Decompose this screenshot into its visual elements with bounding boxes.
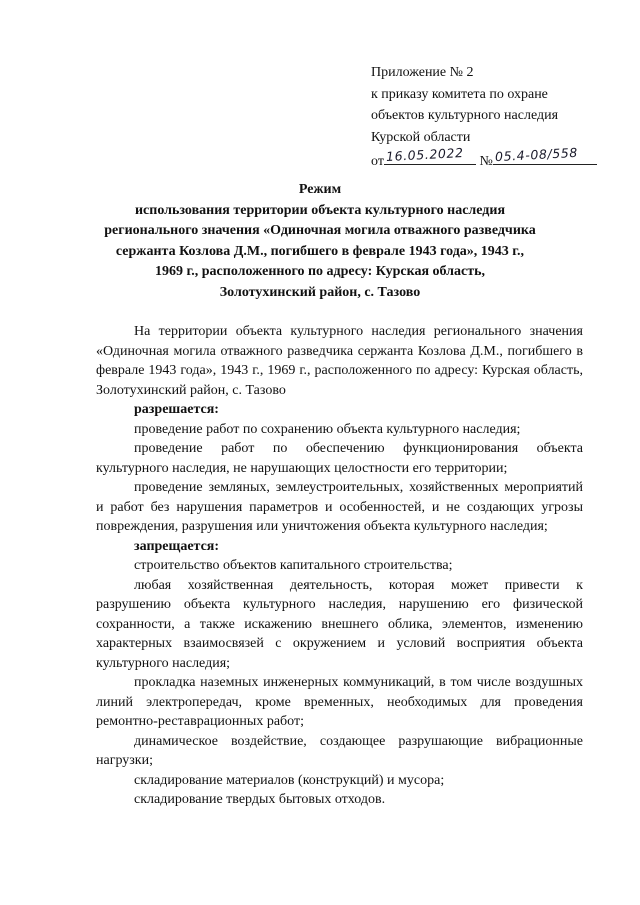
prohibited-item: складирование материалов (конструкций) и мусора; bbox=[134, 772, 445, 788]
order-date-handwritten: 16.05.2022 bbox=[385, 144, 464, 164]
title-line: сержанта Козлова Д.М., погибшего в феврале 1943 года», 1943 г., bbox=[115, 243, 525, 259]
number-label: № bbox=[479, 154, 493, 169]
appendix-order-line: к приказу комитета по охране bbox=[371, 86, 548, 102]
allowed-label: разрешается: bbox=[134, 402, 219, 417]
title-line: регионального значения «Одиночная могила отважного разведчика bbox=[104, 223, 536, 238]
prohibited-item: складирование твердых бытовых отходов. bbox=[134, 792, 386, 807]
order-date-field bbox=[384, 144, 476, 165]
prohibited-label: запрещается: bbox=[134, 538, 220, 554]
allowed-item: проведение земляных, землеустроительных, хозяйственных мероприятий и работ без нарушения параметров и особенностей, и не создающих угрозы повреждения, разрушения или уничтожения объекта культурного наследия; bbox=[96, 480, 583, 534]
prohibited-item: динамическое воздействие, создающее разрушающие вибрационные нагрузки; bbox=[96, 733, 583, 768]
prohibited-item: прокладка наземных инженерных коммуникаций, в том числе воздушных линий электропередач, кроме временных, необходимых для проведения ремонтно-реставрационных работ; bbox=[96, 675, 583, 729]
order-date-number-line bbox=[371, 144, 633, 173]
appendix-region-line: Курской области bbox=[371, 129, 471, 145]
allowed-item: проведение работ по сохранению объекта культурного наследия; bbox=[134, 421, 521, 437]
prohibited-item: строительство объектов капитального строительства; bbox=[134, 558, 453, 573]
document-body bbox=[96, 322, 583, 810]
order-number-handwritten: 05.4-08/558 bbox=[494, 144, 579, 164]
title-line: использования территории объекта культурного наследия bbox=[134, 202, 506, 218]
intro-paragraph: На территории объекта культурного наследия регионального значения «Одиночная могила отважного разведчика сержанта Козлова Д.М., погибшего в феврале 1943 года», 1943 г., 1969 г., расположенного по адресу: Курская область, Золотухинский район, с. Тазово bbox=[96, 324, 583, 398]
order-number-field bbox=[493, 144, 597, 165]
appendix-committee-line: объектов культурного наследия bbox=[371, 108, 559, 123]
title-line: Золотухинский район, с. Тазово bbox=[219, 284, 421, 300]
document-title bbox=[96, 180, 544, 303]
appendix-header bbox=[371, 62, 633, 173]
title-line: Режим bbox=[298, 182, 342, 197]
title-line: 1969 г., расположенного по адресу: Курская область, bbox=[154, 264, 486, 279]
appendix-number: Приложение № 2 bbox=[371, 65, 474, 80]
from-label: от bbox=[371, 154, 384, 169]
prohibited-item: любая хозяйственная деятельность, которая может привести к разрушению объекта культурного наследия, нарушению его физической сохранности, а также искажению внешнего облика, элементов, изменению характерных взаимосвязей с окружением и условий восприятия объекта культурного наследия; bbox=[96, 577, 583, 671]
allowed-item: проведение работ по обеспечению функционирования объекта культурного наследия, не нарушающих целостности его территории; bbox=[96, 441, 583, 476]
